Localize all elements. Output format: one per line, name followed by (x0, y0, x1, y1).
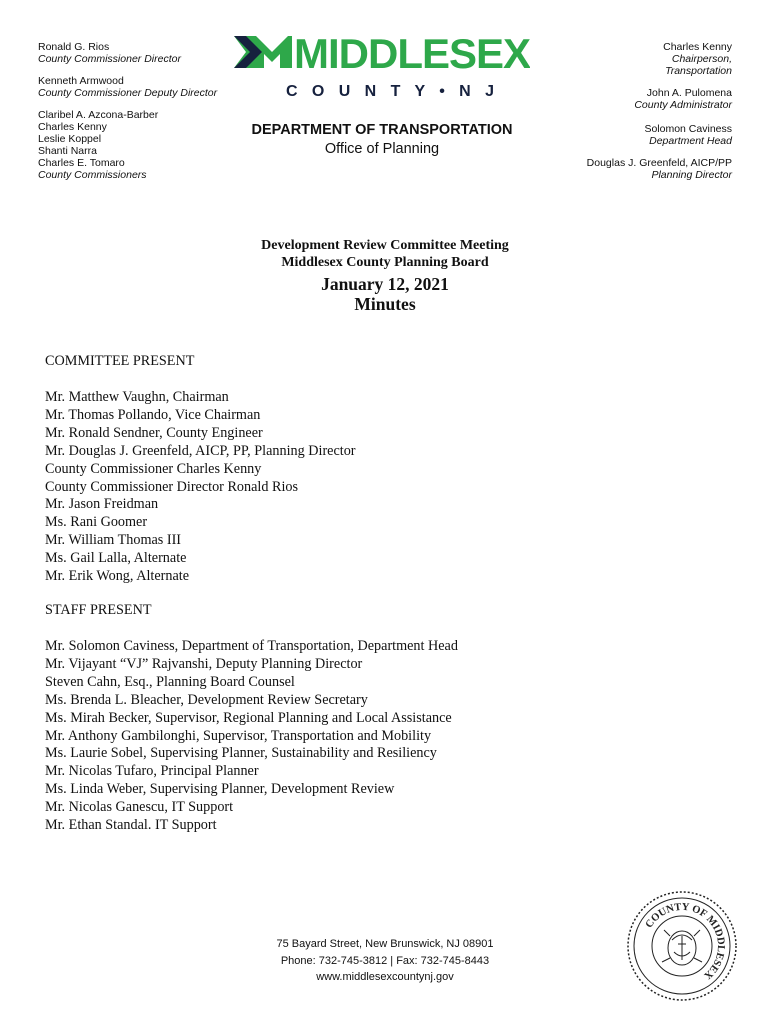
dept-head-title: Department Head (649, 135, 732, 147)
deputy-name: Kenneth Armwood (38, 75, 124, 87)
meeting-date: January 12, 2021 (321, 274, 449, 294)
chair-name: Charles Kenny (663, 41, 732, 53)
logo-graphic (234, 34, 530, 100)
list-item: Mr. Anthony Gambilonghi, Supervisor, Transportation and Mobility (45, 727, 432, 744)
list-item: Mr. Ethan Standal. IT Support (45, 817, 217, 834)
list-item: Mr. Thomas Pollando, Vice Chairman (45, 406, 261, 423)
list-item: Ms. Gail Lalla, Alternate (45, 550, 187, 567)
director-name: Ronald G. Rios (38, 41, 110, 53)
commissioner-name: Leslie Koppel (38, 133, 102, 145)
committee-heading: COMMITTEE PRESENT (45, 353, 195, 369)
deputy-title: County Commissioner Deputy Director (38, 87, 218, 99)
list-item: Mr. Matthew Vaughn, Chairman (45, 389, 229, 405)
commissioner-name: Charles Kenny (38, 121, 107, 133)
footer-phone-fax: Phone: 732-745-3812 | Fax: 732-745-8443 (280, 954, 490, 967)
dept-head-name: Solomon Caviness (644, 123, 732, 135)
list-item: Mr. Vijayant “VJ” Rajvanshi, Deputy Planning Director (45, 655, 363, 672)
list-item: Ms. Brenda L. Bleacher, Development Review Secretary (45, 691, 368, 708)
list-item: Steven Cahn, Esq., Planning Board Counsel (45, 673, 295, 690)
department-name: DEPARTMENT OF TRANSPORTATION (251, 122, 513, 138)
meeting-title-block (0, 237, 770, 314)
list-item: Mr. Douglas J. Greenfeld, AICP, PP, Planning Director (45, 442, 356, 459)
list-item: Mr. Nicolas Tufaro, Principal Planner (45, 763, 259, 780)
administrator-name: John A. Pulomena (646, 87, 732, 99)
commissioner-name: Claribel A. Azcona-Barber (38, 109, 159, 121)
list-item: Mr. Jason Freidman (45, 496, 159, 513)
planning-director-title: Planning Director (651, 169, 732, 181)
county-seal (626, 890, 738, 1002)
chair-title-2: Transportation (665, 65, 732, 77)
staff-list (45, 638, 458, 835)
county-logo (234, 34, 530, 100)
director-title: County Commissioner Director (38, 53, 181, 65)
list-item: Mr. Erik Wong, Alternate (45, 568, 189, 585)
list-item: Mr. Solomon Caviness, Department of Transportation, Department Head (45, 638, 458, 654)
chair-title-1: Chairperson, (671, 53, 732, 65)
seal-graphic (626, 890, 738, 1002)
list-item: Ms. Mirah Becker, Supervisor, Regional Planning and Local Assistance (45, 709, 452, 726)
committee-list (45, 389, 356, 586)
footer-contact (200, 936, 570, 986)
logo-subtitle: C O U N T Y • N J (286, 83, 494, 100)
logo-name: MIDDLESEX (294, 34, 530, 77)
footer-website[interactable]: www.middlesexcountynj.gov (316, 971, 454, 983)
administrator-title: County Administrator (634, 99, 732, 111)
list-item: Mr. Ronald Sendner, County Engineer (45, 424, 263, 441)
list-item: County Commissioner Charles Kenny (45, 460, 262, 477)
document-type: Minutes (354, 294, 416, 314)
list-item: Ms. Rani Goomer (45, 514, 148, 531)
office-name: Office of Planning (324, 141, 440, 157)
list-item: Mr. Nicolas Ganescu, IT Support (45, 799, 234, 816)
left-officials (38, 41, 217, 181)
commissioners-title: County Commissioners (38, 169, 147, 181)
commissioner-name: Shanti Narra (38, 145, 97, 157)
planning-director-name: Douglas J. Greenfeld, AICP/PP (586, 157, 732, 169)
list-item: Mr. William Thomas III (45, 532, 182, 549)
list-item: Ms. Linda Weber, Supervising Planner, Development Review (45, 781, 395, 798)
commissioner-name: Charles E. Tomaro (38, 157, 125, 169)
board-name: Middlesex County Planning Board (281, 255, 489, 270)
list-item: Ms. Laurie Sobel, Supervising Planner, Sustainability and Resiliency (45, 745, 437, 762)
right-officials (587, 41, 732, 181)
list-item: County Commissioner Director Ronald Rios (45, 478, 298, 495)
staff-heading: STAFF PRESENT (45, 602, 152, 618)
meeting-name: Development Review Committee Meeting (261, 238, 509, 253)
department-block (232, 122, 532, 157)
seal-lettering: COUNTY OF MIDDLESEX (643, 901, 727, 981)
footer-address: 75 Bayard Street, New Brunswick, NJ 08901 (276, 938, 494, 950)
